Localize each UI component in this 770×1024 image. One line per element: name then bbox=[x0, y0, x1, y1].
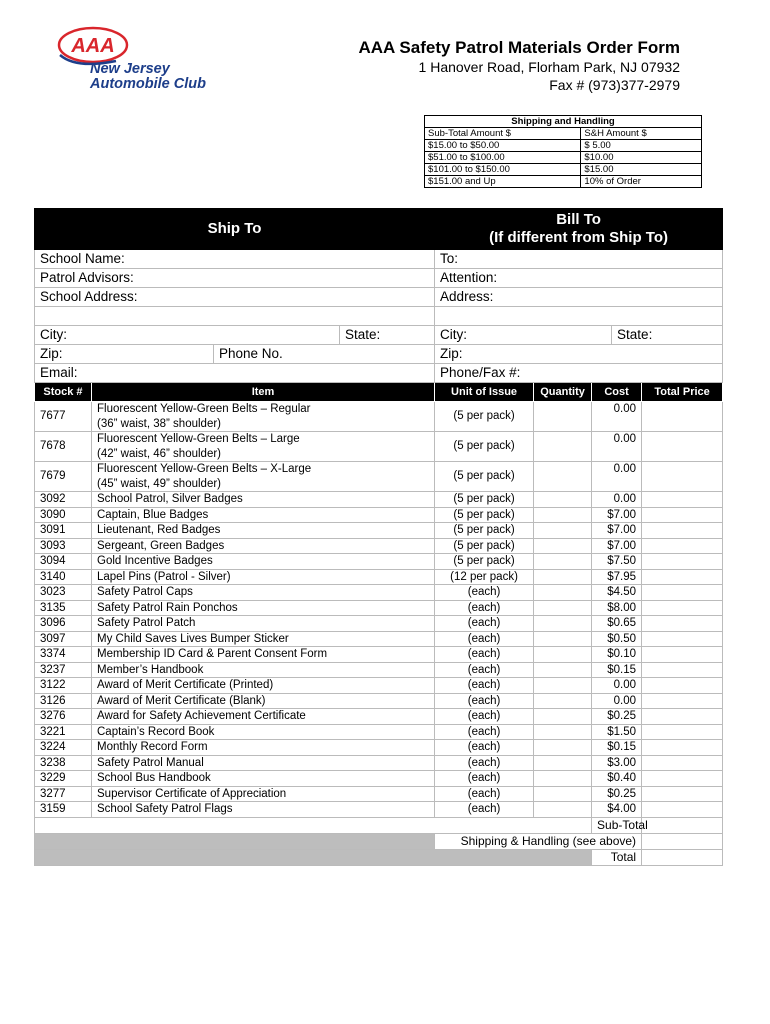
total-price-input[interactable] bbox=[642, 585, 723, 601]
unit-of-issue: (each) bbox=[435, 786, 534, 802]
total-price-input[interactable] bbox=[642, 569, 723, 585]
unit-cost: $3.00 bbox=[592, 755, 642, 771]
unit-cost: 0.00 bbox=[592, 462, 642, 492]
stock-number: 3023 bbox=[35, 585, 92, 601]
total-price-input[interactable] bbox=[642, 631, 723, 647]
total-price-input[interactable] bbox=[642, 647, 723, 663]
zip-field[interactable]: Zip: bbox=[35, 345, 214, 364]
unit-of-issue: (each) bbox=[435, 647, 534, 663]
item-name: My Child Saves Lives Bumper Sticker bbox=[92, 631, 435, 647]
col-total: Total Price bbox=[642, 383, 723, 402]
shipping-table bbox=[424, 115, 702, 188]
school-address-line2-field[interactable] bbox=[35, 307, 435, 326]
shipping-range: $151.00 and Up bbox=[425, 176, 581, 188]
col-stock: Stock # bbox=[35, 383, 92, 402]
subtotal-label: Sub-Total bbox=[592, 817, 642, 833]
table-row bbox=[35, 662, 723, 678]
quantity-input[interactable] bbox=[534, 616, 592, 632]
item-name: Safety Patrol Caps bbox=[92, 585, 435, 601]
stock-number: 3093 bbox=[35, 538, 92, 554]
item-name: Captain’s Record Book bbox=[92, 724, 435, 740]
stock-number: 7677 bbox=[35, 402, 92, 432]
club-name-line2: Automobile Club bbox=[90, 76, 206, 92]
unit-of-issue: (each) bbox=[435, 616, 534, 632]
bill-to-title-line1: Bill To bbox=[556, 211, 601, 228]
table-row bbox=[35, 538, 723, 554]
bill-city-field[interactable]: City: bbox=[435, 326, 612, 345]
unit-of-issue: (5 per pack) bbox=[435, 523, 534, 539]
bill-address-field[interactable]: Address: bbox=[435, 288, 723, 307]
unit-cost: $0.50 bbox=[592, 631, 642, 647]
quantity-input[interactable] bbox=[534, 523, 592, 539]
city-field[interactable]: City: bbox=[35, 326, 340, 345]
shipping-amount: $15.00 bbox=[581, 164, 702, 176]
stock-number: 3140 bbox=[35, 569, 92, 585]
total-label: Total bbox=[592, 849, 642, 865]
unit-of-issue: (5 per pack) bbox=[435, 538, 534, 554]
item-name bbox=[92, 462, 435, 492]
stock-number: 3237 bbox=[35, 662, 92, 678]
table-row bbox=[35, 402, 723, 432]
quantity-input[interactable] bbox=[534, 585, 592, 601]
stock-number: 7679 bbox=[35, 462, 92, 492]
stock-number: 3091 bbox=[35, 523, 92, 539]
club-name-line1: New Jersey bbox=[90, 61, 170, 77]
table-row bbox=[35, 462, 723, 492]
unit-of-issue: (each) bbox=[435, 709, 534, 725]
total-price-input[interactable] bbox=[642, 523, 723, 539]
total-price-input[interactable] bbox=[642, 678, 723, 694]
item-name bbox=[92, 432, 435, 462]
total-price-input[interactable] bbox=[642, 507, 723, 523]
stock-number: 3276 bbox=[35, 709, 92, 725]
stock-number: 7678 bbox=[35, 432, 92, 462]
unit-cost: 0.00 bbox=[592, 678, 642, 694]
item-name: Award of Merit Certificate (Blank) bbox=[92, 693, 435, 709]
total-price-input[interactable] bbox=[642, 492, 723, 508]
stock-number: 3229 bbox=[35, 771, 92, 787]
table-row bbox=[35, 585, 723, 601]
unit-cost: 0.00 bbox=[592, 492, 642, 508]
total-price-input[interactable] bbox=[642, 724, 723, 740]
item-name-line2: (45” waist, 49” shoulder) bbox=[97, 477, 221, 490]
table-row bbox=[35, 724, 723, 740]
total-spacer bbox=[35, 849, 592, 865]
stock-number: 3096 bbox=[35, 616, 92, 632]
shipping-title: Shipping and Handling bbox=[425, 116, 702, 128]
item-name: School Safety Patrol Flags bbox=[92, 802, 435, 818]
total-price-input[interactable] bbox=[642, 693, 723, 709]
stock-number: 3122 bbox=[35, 678, 92, 694]
shipping-handling-input[interactable] bbox=[642, 833, 723, 849]
shipping-amount: $10.00 bbox=[581, 152, 702, 164]
table-row bbox=[35, 771, 723, 787]
unit-of-issue: (5 per pack) bbox=[435, 492, 534, 508]
school-name-field[interactable]: School Name: bbox=[35, 250, 435, 269]
unit-of-issue: (each) bbox=[435, 740, 534, 756]
quantity-input[interactable] bbox=[534, 802, 592, 818]
item-name: Award of Merit Certificate (Printed) bbox=[92, 678, 435, 694]
bill-zip-field[interactable]: Zip: bbox=[435, 345, 723, 364]
item-name-line2: (36” waist, 38” shoulder) bbox=[97, 417, 221, 430]
table-row bbox=[35, 631, 723, 647]
unit-cost: $4.50 bbox=[592, 585, 642, 601]
stock-number: 3374 bbox=[35, 647, 92, 663]
unit-cost: $0.40 bbox=[592, 771, 642, 787]
total-price-input[interactable] bbox=[642, 554, 723, 570]
quantity-input[interactable] bbox=[534, 662, 592, 678]
quantity-input[interactable] bbox=[534, 709, 592, 725]
shipping-col-sh: S&H Amount $ bbox=[581, 128, 702, 140]
total-price-input[interactable] bbox=[642, 616, 723, 632]
stock-number: 3090 bbox=[35, 507, 92, 523]
unit-of-issue: (each) bbox=[435, 631, 534, 647]
quantity-input[interactable] bbox=[534, 538, 592, 554]
attention-field[interactable]: Attention: bbox=[435, 269, 723, 288]
quantity-input[interactable] bbox=[534, 507, 592, 523]
total-input[interactable] bbox=[642, 849, 723, 865]
unit-of-issue: (each) bbox=[435, 585, 534, 601]
quantity-input[interactable] bbox=[534, 569, 592, 585]
quantity-input[interactable] bbox=[534, 631, 592, 647]
item-name: Sergeant, Green Badges bbox=[92, 538, 435, 554]
unit-of-issue: (each) bbox=[435, 662, 534, 678]
quantity-input[interactable] bbox=[534, 462, 592, 492]
quantity-input[interactable] bbox=[534, 693, 592, 709]
col-quantity: Quantity bbox=[534, 383, 592, 402]
total-price-input[interactable] bbox=[642, 709, 723, 725]
quantity-input[interactable] bbox=[534, 740, 592, 756]
shipping-range: $15.00 to $50.00 bbox=[425, 140, 581, 152]
item-name: Lapel Pins (Patrol - Silver) bbox=[92, 569, 435, 585]
item-name bbox=[92, 402, 435, 432]
quantity-input[interactable] bbox=[534, 600, 592, 616]
unit-cost: $0.65 bbox=[592, 616, 642, 632]
bill-address-line2-field[interactable] bbox=[435, 307, 723, 326]
shipping-spacer bbox=[35, 833, 435, 849]
total-price-input[interactable] bbox=[642, 802, 723, 818]
unit-of-issue: (each) bbox=[435, 600, 534, 616]
item-name: Captain, Blue Badges bbox=[92, 507, 435, 523]
stock-number: 3126 bbox=[35, 693, 92, 709]
bill-state-field[interactable]: State: bbox=[612, 326, 723, 345]
shipping-range: $51.00 to $100.00 bbox=[425, 152, 581, 164]
unit-cost: $8.00 bbox=[592, 600, 642, 616]
unit-of-issue: (5 per pack) bbox=[435, 507, 534, 523]
table-row bbox=[35, 678, 723, 694]
quantity-input[interactable] bbox=[534, 402, 592, 432]
total-price-input[interactable] bbox=[642, 432, 723, 462]
item-name: Safety Patrol Patch bbox=[92, 616, 435, 632]
item-name: Safety Patrol Rain Ponchos bbox=[92, 600, 435, 616]
quantity-input[interactable] bbox=[534, 771, 592, 787]
unit-cost: $1.50 bbox=[592, 724, 642, 740]
item-name-line2: (42” waist, 46” shoulder) bbox=[97, 447, 221, 460]
unit-of-issue: (each) bbox=[435, 724, 534, 740]
table-row bbox=[35, 802, 723, 818]
col-unit: Unit of Issue bbox=[435, 383, 534, 402]
unit-of-issue: (5 per pack) bbox=[435, 554, 534, 570]
total-price-input[interactable] bbox=[642, 755, 723, 771]
stock-number: 3277 bbox=[35, 786, 92, 802]
state-field[interactable]: State: bbox=[340, 326, 435, 345]
stock-number: 3238 bbox=[35, 755, 92, 771]
ship-to-title: Ship To bbox=[35, 209, 435, 250]
unit-of-issue: (each) bbox=[435, 693, 534, 709]
stock-number: 3224 bbox=[35, 740, 92, 756]
table-row bbox=[35, 523, 723, 539]
unit-of-issue: (each) bbox=[435, 678, 534, 694]
unit-cost: 0.00 bbox=[592, 432, 642, 462]
unit-of-issue: (12 per pack) bbox=[435, 569, 534, 585]
stock-number: 3135 bbox=[35, 600, 92, 616]
item-name-line1: Fluorescent Yellow-Green Belts – Regular bbox=[97, 403, 311, 415]
unit-cost: $7.00 bbox=[592, 507, 642, 523]
shipping-range: $101.00 to $150.00 bbox=[425, 164, 581, 176]
item-name: School Bus Handbook bbox=[92, 771, 435, 787]
unit-cost: $7.95 bbox=[592, 569, 642, 585]
total-price-input[interactable] bbox=[642, 538, 723, 554]
unit-cost: $0.25 bbox=[592, 786, 642, 802]
quantity-input[interactable] bbox=[534, 554, 592, 570]
unit-cost: $7.00 bbox=[592, 523, 642, 539]
table-row bbox=[35, 740, 723, 756]
item-name: Award for Safety Achievement Certificate bbox=[92, 709, 435, 725]
bill-phone-fax-field[interactable]: Phone/Fax #: bbox=[435, 364, 723, 383]
table-row bbox=[35, 569, 723, 585]
item-name: Gold Incentive Badges bbox=[92, 554, 435, 570]
quantity-input[interactable] bbox=[534, 647, 592, 663]
stock-number: 3159 bbox=[35, 802, 92, 818]
total-price-input[interactable] bbox=[642, 771, 723, 787]
unit-cost: $0.15 bbox=[592, 740, 642, 756]
table-row bbox=[35, 616, 723, 632]
club-name bbox=[90, 62, 206, 92]
quantity-input[interactable] bbox=[534, 492, 592, 508]
item-name: Supervisor Certificate of Appreciation bbox=[92, 786, 435, 802]
unit-cost: $7.00 bbox=[592, 538, 642, 554]
quantity-input[interactable] bbox=[534, 786, 592, 802]
shipping-handling-label: Shipping & Handling (see above) bbox=[435, 833, 642, 849]
item-name: Lieutenant, Red Badges bbox=[92, 523, 435, 539]
school-address-field[interactable]: School Address: bbox=[35, 288, 435, 307]
quantity-input[interactable] bbox=[534, 678, 592, 694]
table-row bbox=[35, 492, 723, 508]
table-row bbox=[35, 432, 723, 462]
shipping-amount: $ 5.00 bbox=[581, 140, 702, 152]
patrol-advisors-field[interactable]: Patrol Advisors: bbox=[35, 269, 435, 288]
item-name-line1: Fluorescent Yellow-Green Belts – Large bbox=[97, 433, 300, 445]
bill-to-field[interactable]: To: bbox=[435, 250, 723, 269]
stock-number: 3097 bbox=[35, 631, 92, 647]
unit-of-issue: (each) bbox=[435, 771, 534, 787]
col-cost: Cost bbox=[592, 383, 642, 402]
unit-cost: 0.00 bbox=[592, 693, 642, 709]
total-price-input[interactable] bbox=[642, 462, 723, 492]
col-item: Item bbox=[92, 383, 435, 402]
unit-cost: $0.15 bbox=[592, 662, 642, 678]
unit-of-issue: (each) bbox=[435, 802, 534, 818]
unit-cost: $4.00 bbox=[592, 802, 642, 818]
unit-of-issue: (5 per pack) bbox=[435, 402, 534, 432]
item-name: Safety Patrol Manual bbox=[92, 755, 435, 771]
table-row bbox=[35, 600, 723, 616]
unit-cost: $0.25 bbox=[592, 709, 642, 725]
total-price-input[interactable] bbox=[642, 786, 723, 802]
shipping-col-subtotal: Sub-Total Amount $ bbox=[425, 128, 581, 140]
item-name: Membership ID Card & Parent Consent Form bbox=[92, 647, 435, 663]
total-price-input[interactable] bbox=[642, 402, 723, 432]
item-name: School Patrol, Silver Badges bbox=[92, 492, 435, 508]
total-price-input[interactable] bbox=[642, 600, 723, 616]
stock-number: 3092 bbox=[35, 492, 92, 508]
bill-to-title bbox=[435, 209, 723, 250]
aaa-brand: AAA bbox=[71, 35, 115, 57]
unit-cost: 0.00 bbox=[592, 402, 642, 432]
subtotal-spacer bbox=[35, 817, 592, 833]
email-field[interactable]: Email: bbox=[35, 364, 435, 383]
shipping-amount: 10% of Order bbox=[581, 176, 702, 188]
quantity-input[interactable] bbox=[534, 724, 592, 740]
stock-number: 3221 bbox=[35, 724, 92, 740]
quantity-input[interactable] bbox=[534, 755, 592, 771]
table-row bbox=[35, 507, 723, 523]
form-header bbox=[358, 38, 680, 94]
table-row bbox=[35, 755, 723, 771]
address-line: 1 Hanover Road, Florham Park, NJ 07932 bbox=[418, 59, 680, 75]
stock-number: 3094 bbox=[35, 554, 92, 570]
quantity-input[interactable] bbox=[534, 432, 592, 462]
total-price-input[interactable] bbox=[642, 662, 723, 678]
unit-of-issue: (5 per pack) bbox=[435, 462, 534, 492]
table-row bbox=[35, 786, 723, 802]
item-name: Member’s Handbook bbox=[92, 662, 435, 678]
table-row bbox=[35, 693, 723, 709]
page-title: AAA Safety Patrol Materials Order Form bbox=[358, 38, 680, 57]
phone-field[interactable]: Phone No. bbox=[214, 345, 435, 364]
unit-of-issue: (each) bbox=[435, 755, 534, 771]
table-row bbox=[35, 647, 723, 663]
table-row bbox=[35, 709, 723, 725]
fax-line: Fax # (973)377-2979 bbox=[549, 77, 680, 93]
order-form bbox=[34, 208, 723, 866]
unit-cost: $7.50 bbox=[592, 554, 642, 570]
subtotal-input[interactable] bbox=[642, 817, 723, 833]
unit-of-issue: (5 per pack) bbox=[435, 432, 534, 462]
total-price-input[interactable] bbox=[642, 740, 723, 756]
unit-cost: $0.10 bbox=[592, 647, 642, 663]
bill-to-title-line2: (If different from Ship To) bbox=[489, 229, 668, 246]
item-name: Monthly Record Form bbox=[92, 740, 435, 756]
table-row bbox=[35, 554, 723, 570]
item-name-line1: Fluorescent Yellow-Green Belts – X-Large bbox=[97, 463, 312, 475]
